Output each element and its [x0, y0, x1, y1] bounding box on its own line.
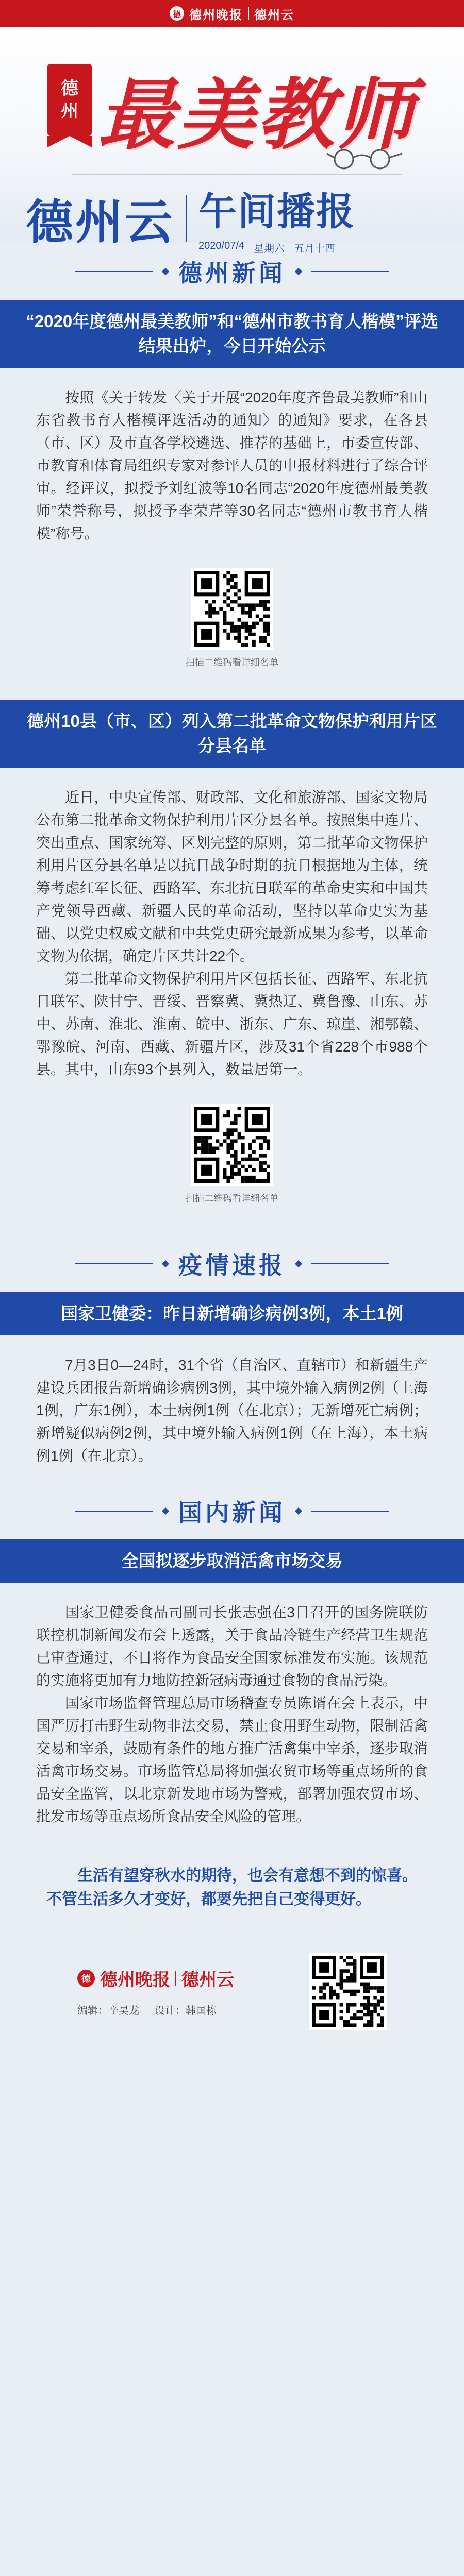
banner-title: 最美教师 [98, 70, 416, 160]
section-line-left [75, 1511, 153, 1512]
dezhou-cloud-logo: 德州云 [26, 194, 175, 250]
newspaper-logo-icon: 德 [170, 6, 184, 21]
footer-left [77, 1965, 234, 2017]
header-banner [0, 27, 464, 255]
qr-code-icon[interactable] [309, 1953, 387, 2030]
section-header-domestic [0, 1483, 464, 1539]
newspaper-brand: 德州晚报 [189, 7, 243, 22]
news-body [0, 1583, 464, 1843]
news-paragraph: 近日，中央宣传部、财政部、文化和旅游部、国家文物局公布第二批革命文物保护利用片区分县名单。按照集中连片、突出重点、国家统筹、区划完整的原则，第二批革命文物保护利用片区分县名单是以抗日战争时期的抗日根据地为主体，统筹考虑红军长征、西路军、东北抗日联军的革命史实和中国共产党领导西藏、新疆人民的革命活动，坚持以革命史实为基础、以党史权威文献和中共党史研究最新成果为参考，以革命文物为依据，确定片区共计22个。 [36, 789, 428, 964]
noon-block [198, 181, 355, 255]
newspaper-logo-icon: 德 [77, 1970, 95, 1987]
designer-credit: 设计：韩国栋 [155, 2005, 217, 2016]
weekday: 星期六 [254, 243, 285, 255]
date: 2020/07/4 [198, 240, 244, 251]
noon-broadcast-title: 午间播报 [198, 190, 356, 233]
news-paragraph: 按照《关于转发〈关于开展“2020年度齐鲁最美教师”和山东省教书育人楷模评选活动的通知〉的通知》要求，在各县（市、区）及市直各学校遴选、推荐的基础上，市委宣传部、市教育和体育局组织专家对参评人员的申报材料进行了综合评审。经评议，拟授予刘红波等10名同志“2020年度德州最美教师”荣誉称号，拟授予李荣芹等30名同志“德州市教书育人楷模”称号。 [36, 389, 428, 541]
section-title: 德州新闻 [178, 260, 286, 286]
section-line-left [75, 1263, 153, 1264]
section-diamond-icon [295, 1260, 302, 1267]
news-headline: 全国拟逐步取消活禽市场交易 [0, 1539, 464, 1583]
news-headline: 国家卫健委：昨日新增确诊病例3例，本土1例 [0, 1292, 464, 1335]
news-paragraph: 7月3日0—24时，31个省（自治区、直辖市）和新疆生产建设兵团报告新增确诊病例3例，其中境外输入病例2例（上海1例，广东1例），本土病例1例（在北京）；无新增死亡病例；新增疑似病例2例，其中境外输入病例1例（在上海），本土病例1例（在北京）。 [36, 1357, 428, 1464]
glasses-icon [326, 146, 403, 170]
closing-message [0, 1843, 464, 1911]
qr-code-icon[interactable] [191, 1104, 273, 1186]
cloud-brand: 德州云 [181, 1970, 234, 1990]
section-header-epidemic [0, 1235, 464, 1292]
news-body [0, 1335, 464, 1483]
city-ribbon [47, 64, 92, 136]
ribbon-char-1: 德 [61, 79, 78, 98]
news-paragraph: 国家卫健委食品司副司长张志强在3日召开的国务院联防联控机制新闻发布会上透露，关于食品冷链生产经营卫生规范已审查通过，不日将作为食品安全国家标准发布实施。该规范的实施将更加有力地防控新冠病毒通过食物的食品污染。 [36, 1604, 428, 1688]
dateline [198, 240, 355, 255]
qr-caption: 扫描二维码看详细名单 [186, 657, 278, 668]
section-line-left [75, 271, 153, 272]
news-paragraph: 第二批革命文物保护利用片区包括长征、西路军、东北抗日联军、陕甘宁、晋绥、晋察冀、冀热辽、冀鲁豫、山东、苏中、苏南、淮北、淮南、皖中、浙东、广东、琼崖、湘鄂赣、鄂豫皖、河南、西藏、新疆片区，涉及31个省228个市988个县。其中，山东93个县列入，数量居第一。 [36, 971, 428, 1077]
brand-divider [248, 7, 249, 20]
masthead-row [26, 181, 355, 255]
qr-block [36, 568, 428, 669]
cloud-brand: 德州云 [254, 8, 294, 22]
closing-text: 生活有望穿秋水的期待，也会有意想不到的惊喜。不管生活多久才变好，都要先把自己变得更好。 [46, 1867, 418, 1908]
lunar-date: 五月十四 [294, 243, 335, 255]
section-diamond-icon [295, 1507, 302, 1515]
section-line-right [311, 1263, 389, 1264]
brand-divider [175, 1971, 176, 1986]
news-headline: “2020年度德州最美教师”和“德州市教书育人楷模”评选结果出炉，今日开始公示 [0, 300, 464, 368]
news-body [0, 368, 464, 700]
section-diamond-icon [162, 268, 169, 275]
section-diamond-icon [162, 1507, 169, 1515]
masthead-divider [186, 195, 187, 242]
footer [0, 1953, 464, 2030]
section-title: 国内新闻 [178, 1499, 286, 1526]
ribbon-char-2: 州 [61, 101, 78, 121]
qr-caption: 扫描二维码看详细名单 [186, 1193, 278, 1204]
news-headline: 德州10县（市、区）列入第二批革命文物保护利用片区分县名单 [0, 700, 464, 768]
section-diamond-icon [295, 268, 302, 275]
section-line-right [311, 1511, 389, 1512]
news-paragraph: 国家市场监督管理总局市场稽查专员陈谞在会上表示，中国严厉打击野生动物非法交易，禁止食用野生动物，限制活禽交易和宰杀，鼓励有条件的地方推广活禽集中宰杀，逐步取消活禽市场交易。市场监管总局将加强农贸市场等重点场所的食品安全监管，以北京新发地市场为警戒，部署加强农贸市场、批发市场等重点场所食品安全风险的管理。 [36, 1695, 428, 1824]
section-line-right [311, 271, 389, 272]
section-diamond-icon [162, 1260, 169, 1267]
qr-block [36, 1104, 428, 1205]
newspaper-brand: 德州晚报 [100, 1970, 170, 1990]
credits [77, 2002, 234, 2017]
top-brand-bar [0, 0, 464, 27]
section-title: 疫情速报 [178, 1252, 286, 1279]
footer-brand [77, 1965, 234, 1991]
qr-code-icon[interactable] [191, 568, 273, 650]
editor-credit: 编辑：辛昊龙 [77, 2005, 139, 2016]
news-body [0, 768, 464, 1235]
